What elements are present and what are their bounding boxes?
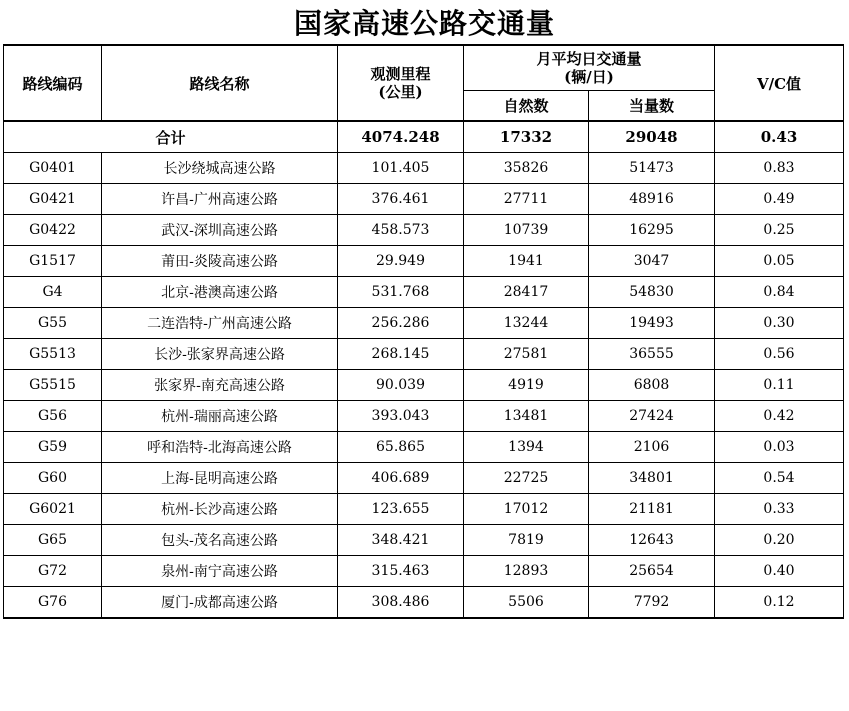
cell-natural: 13481 — [464, 401, 589, 432]
cell-name: 张家界-南充高速公路 — [102, 370, 338, 401]
cell-mileage: 393.043 — [338, 401, 464, 432]
table-row — [4, 153, 844, 184]
cell-natural: 22725 — [464, 463, 589, 494]
cell-natural: 12893 — [464, 556, 589, 587]
cell-vc: 0.03 — [715, 432, 844, 463]
header-mileage-line2: (公里) — [378, 83, 423, 101]
cell-natural: 17012 — [464, 494, 589, 525]
cell-code: G0401 — [4, 153, 102, 184]
cell-code: G72 — [4, 556, 102, 587]
cell-code: G1517 — [4, 246, 102, 277]
cell-equivalent: 6808 — [589, 370, 715, 401]
cell-vc: 0.11 — [715, 370, 844, 401]
header-monthly — [464, 45, 715, 91]
cell-natural: 13244 — [464, 308, 589, 339]
cell-equivalent: 21181 — [589, 494, 715, 525]
cell-natural: 28417 — [464, 277, 589, 308]
cell-mileage: 29.949 — [338, 246, 464, 277]
cell-natural: 5506 — [464, 587, 589, 619]
total-mileage: 4074.248 — [338, 121, 464, 153]
cell-mileage: 268.145 — [338, 339, 464, 370]
cell-equivalent: 48916 — [589, 184, 715, 215]
cell-natural: 35826 — [464, 153, 589, 184]
cell-mileage: 65.865 — [338, 432, 464, 463]
table-row — [4, 494, 844, 525]
cell-name: 杭州-长沙高速公路 — [102, 494, 338, 525]
table-header — [4, 45, 844, 121]
header-mileage-line1: 观测里程 — [370, 65, 431, 83]
cell-code: G5515 — [4, 370, 102, 401]
table-row — [4, 339, 844, 370]
cell-vc: 0.56 — [715, 339, 844, 370]
cell-mileage: 458.573 — [338, 215, 464, 246]
table-row — [4, 432, 844, 463]
cell-name: 莆田-炎陵高速公路 — [102, 246, 338, 277]
cell-name: 武汉-深圳高速公路 — [102, 215, 338, 246]
cell-natural: 27581 — [464, 339, 589, 370]
cell-natural: 27711 — [464, 184, 589, 215]
cell-code: G4 — [4, 277, 102, 308]
cell-name: 杭州-瑞丽高速公路 — [102, 401, 338, 432]
cell-natural: 10739 — [464, 215, 589, 246]
cell-mileage: 406.689 — [338, 463, 464, 494]
cell-equivalent: 36555 — [589, 339, 715, 370]
table-row — [4, 525, 844, 556]
cell-vc: 0.30 — [715, 308, 844, 339]
table-row — [4, 184, 844, 215]
cell-equivalent: 34801 — [589, 463, 715, 494]
cell-equivalent: 2106 — [589, 432, 715, 463]
cell-vc: 0.42 — [715, 401, 844, 432]
table-row — [4, 215, 844, 246]
cell-mileage: 315.463 — [338, 556, 464, 587]
cell-natural: 7819 — [464, 525, 589, 556]
cell-name: 厦门-成都高速公路 — [102, 587, 338, 619]
cell-code: G5513 — [4, 339, 102, 370]
cell-code: G76 — [4, 587, 102, 619]
header-name: 路线名称 — [102, 45, 338, 121]
table-row — [4, 587, 844, 619]
cell-code: G6021 — [4, 494, 102, 525]
cell-equivalent: 51473 — [589, 153, 715, 184]
header-equivalent: 当量数 — [589, 91, 715, 122]
cell-equivalent: 12643 — [589, 525, 715, 556]
cell-name: 北京-港澳高速公路 — [102, 277, 338, 308]
cell-name: 上海-昆明高速公路 — [102, 463, 338, 494]
table-row — [4, 463, 844, 494]
cell-equivalent: 7792 — [589, 587, 715, 619]
total-row — [4, 121, 844, 153]
cell-name: 泉州-南宁高速公路 — [102, 556, 338, 587]
table-body — [4, 121, 844, 618]
header-vc: V/C值 — [715, 45, 844, 121]
cell-vc: 0.54 — [715, 463, 844, 494]
cell-name: 长沙绕城高速公路 — [102, 153, 338, 184]
cell-mileage: 123.655 — [338, 494, 464, 525]
table-row — [4, 277, 844, 308]
cell-mileage: 308.486 — [338, 587, 464, 619]
total-vc: 0.43 — [715, 121, 844, 153]
cell-vc: 0.40 — [715, 556, 844, 587]
cell-equivalent: 25654 — [589, 556, 715, 587]
cell-vc: 0.12 — [715, 587, 844, 619]
cell-mileage: 90.039 — [338, 370, 464, 401]
cell-name: 长沙-张家界高速公路 — [102, 339, 338, 370]
cell-mileage: 376.461 — [338, 184, 464, 215]
cell-equivalent: 19493 — [589, 308, 715, 339]
cell-code: G65 — [4, 525, 102, 556]
table-row — [4, 308, 844, 339]
cell-code: G0422 — [4, 215, 102, 246]
cell-equivalent: 27424 — [589, 401, 715, 432]
cell-vc: 0.83 — [715, 153, 844, 184]
page-title: 国家高速公路交通量 — [293, 7, 555, 40]
header-code: 路线编码 — [4, 45, 102, 121]
cell-vc: 0.20 — [715, 525, 844, 556]
cell-code: G0421 — [4, 184, 102, 215]
cell-equivalent: 3047 — [589, 246, 715, 277]
cell-name: 包头-茂名高速公路 — [102, 525, 338, 556]
header-monthly-line1: 月平均日交通量 — [536, 50, 642, 68]
cell-natural: 1941 — [464, 246, 589, 277]
cell-vc: 0.33 — [715, 494, 844, 525]
cell-name: 呼和浩特-北海高速公路 — [102, 432, 338, 463]
cell-name: 许昌-广州高速公路 — [102, 184, 338, 215]
cell-code: G56 — [4, 401, 102, 432]
header-mileage — [338, 45, 464, 121]
traffic-table — [3, 44, 844, 619]
table-row — [4, 556, 844, 587]
header-natural: 自然数 — [464, 91, 589, 122]
cell-code: G60 — [4, 463, 102, 494]
cell-vc: 0.25 — [715, 215, 844, 246]
total-natural: 17332 — [464, 121, 589, 153]
cell-equivalent: 16295 — [589, 215, 715, 246]
table-row — [4, 401, 844, 432]
cell-mileage: 531.768 — [338, 277, 464, 308]
cell-vc: 0.84 — [715, 277, 844, 308]
cell-natural: 1394 — [464, 432, 589, 463]
table-row — [4, 246, 844, 277]
cell-vc: 0.05 — [715, 246, 844, 277]
cell-natural: 4919 — [464, 370, 589, 401]
cell-code: G59 — [4, 432, 102, 463]
cell-mileage: 101.405 — [338, 153, 464, 184]
cell-equivalent: 54830 — [589, 277, 715, 308]
cell-code: G55 — [4, 308, 102, 339]
total-equivalent: 29048 — [589, 121, 715, 153]
table-row — [4, 370, 844, 401]
total-label: 合计 — [4, 121, 338, 153]
cell-mileage: 348.421 — [338, 525, 464, 556]
header-monthly-line2: (辆/日) — [564, 68, 614, 86]
cell-vc: 0.49 — [715, 184, 844, 215]
cell-name: 二连浩特-广州高速公路 — [102, 308, 338, 339]
cell-mileage: 256.286 — [338, 308, 464, 339]
